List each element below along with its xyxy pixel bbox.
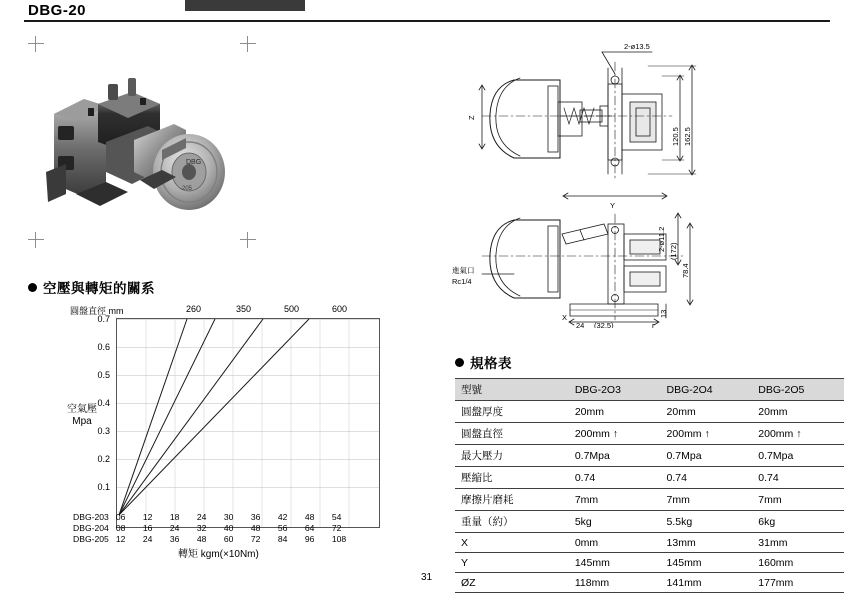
top-tick-260: 260 [186,304,202,314]
callout-inlet: 進氣口 [452,266,475,275]
column-header-dbg204: DBG-2O4 [661,379,753,401]
row-label: X [455,533,569,553]
callout-hole-dia: 2-ø13.5 [624,42,650,51]
row-value: 20mm [661,401,753,423]
top-tick-600: 600 [332,304,348,314]
dimension-drawing-svg [452,28,846,328]
legend-label: DBG-204 [73,523,109,533]
row-value: 141mm [661,573,753,593]
chart-plot-area [116,318,380,528]
row-label: 重量（約） [455,511,569,533]
row-value: 0mm [569,533,661,553]
callout-2-d11-2: 2-ø11.2 [657,226,666,252]
crop-mark-top-right [240,36,256,52]
specification-table [455,378,844,593]
legend-row: DBG-203 06 12 18 24 30 36 42 48 54 [73,512,342,522]
legend-label: DBG-205 [73,534,109,544]
table-row [455,445,844,467]
row-value: 6kg [752,511,844,533]
row-label: 圓盤厚度 [455,401,569,423]
row-label: 圓盤直徑 [455,423,569,445]
y-tick-0-1: 0.1 [97,482,110,492]
row-value: 0.7Mpa [569,445,661,467]
callout-120-5: 120.5 [671,127,680,146]
chart-top-axis-label: 圓盤直徑 mm [70,306,124,316]
row-label: 最大壓力 [455,445,569,467]
series-260 [119,319,309,515]
svg-text:DBG: DBG [186,159,202,166]
bullet-icon [28,283,37,292]
table-row [455,401,844,423]
crop-mark-bottom-left [28,232,44,248]
row-value: 0.74 [569,467,661,489]
top-tick-500: 500 [284,304,300,314]
table-row [455,423,844,445]
header-tab-block [185,0,305,11]
row-value: 0.7Mpa [752,445,844,467]
row-label: 壓縮比 [455,467,569,489]
table-header-row [455,379,844,401]
row-value: 177mm [752,573,844,593]
technical-drawing [452,28,846,328]
bullet-icon [455,358,464,367]
chart-legend-table [72,512,358,545]
product-photo [28,36,256,248]
row-label: ØZ [455,573,569,593]
legend-row: DBG-205 12 24 36 48 60 72 84 96 108 [73,534,347,544]
row-value: 5.5kg [661,511,753,533]
row-value: 118mm [569,573,661,593]
series-600 [119,319,187,515]
table-row [455,553,844,573]
row-value: 145mm [569,553,661,573]
spec-section-heading: 規格表 [455,352,512,372]
callout-r: r [652,321,655,328]
row-value: 200mm ↑ [569,423,661,445]
column-header-dbg205: DBG-2O5 [752,379,844,401]
row-value: 0.74 [661,467,753,489]
legend-row: DBG-204 08 16 24 32 40 48 56 64 72 [73,523,342,533]
y-tick-0-2: 0.2 [97,454,110,464]
top-tick-350: 350 [236,304,252,314]
table-row [455,489,844,511]
crop-mark-bottom-right [240,232,256,248]
column-header-dbg203: DBG-2O3 [569,379,661,401]
callout-13: 13 [659,309,668,318]
callout-x: X [562,313,568,322]
table-row [455,573,844,593]
series-500 [119,319,215,515]
row-value: 7mm [752,489,844,511]
row-value: 200mm ↑ [661,423,753,445]
series-350 [119,319,263,515]
legend-label: DBG-203 [73,512,109,522]
y-tick-0-5: 0.5 [97,370,110,380]
row-value: 160mm [752,553,844,573]
row-value: 31mm [752,533,844,553]
row-value: 0.74 [752,467,844,489]
row-label: Y [455,553,569,573]
callout-z: Z [467,115,476,120]
table-row [455,511,844,533]
chart-y-axis-label: 空氣壓 Mpa [67,404,97,427]
callout-rc14: Rc1/4 [452,277,472,286]
y-tick-0-6: 0.6 [97,342,110,352]
row-label: 摩擦片磨耗 [455,489,569,511]
row-value: 200mm ↑ [752,423,844,445]
callout-172: (172) [669,242,678,260]
row-value: 13mm [661,533,753,553]
row-value: 5kg [569,511,661,533]
table-row [455,467,844,489]
callout-24: 24 [576,321,585,328]
column-header-model: 型號 [455,379,569,401]
row-value: 7mm [661,489,753,511]
y-tick-0-7: 0.7 [97,314,110,324]
table-row [455,533,844,553]
header-divider [24,20,830,22]
callout-162-5: 162.5 [683,127,692,146]
chart-x-axis-title: 轉矩 kgm(×10Nm) [178,549,259,560]
chart-section-heading: 空壓與轉矩的關系 [28,277,155,297]
row-value: 20mm [752,401,844,423]
svg-text:-205: -205 [180,186,193,192]
row-value: 7mm [569,489,661,511]
row-value: 0.7Mpa [661,445,753,467]
pressure-torque-chart [28,304,428,559]
chart-svg [117,319,379,527]
callout-y: Y [610,201,616,210]
y-tick-0-3: 0.3 [97,426,110,436]
callout-32-5: (32.5) [594,321,614,328]
callout-78-4: 78.4 [681,263,690,278]
y-tick-0-4: 0.4 [97,398,110,408]
page-number: 31 [420,572,433,583]
page-title: DBG-20 [28,2,87,19]
brake-unit-photo-illustration [36,44,236,234]
row-value: 20mm [569,401,661,423]
row-value: 145mm [661,553,753,573]
